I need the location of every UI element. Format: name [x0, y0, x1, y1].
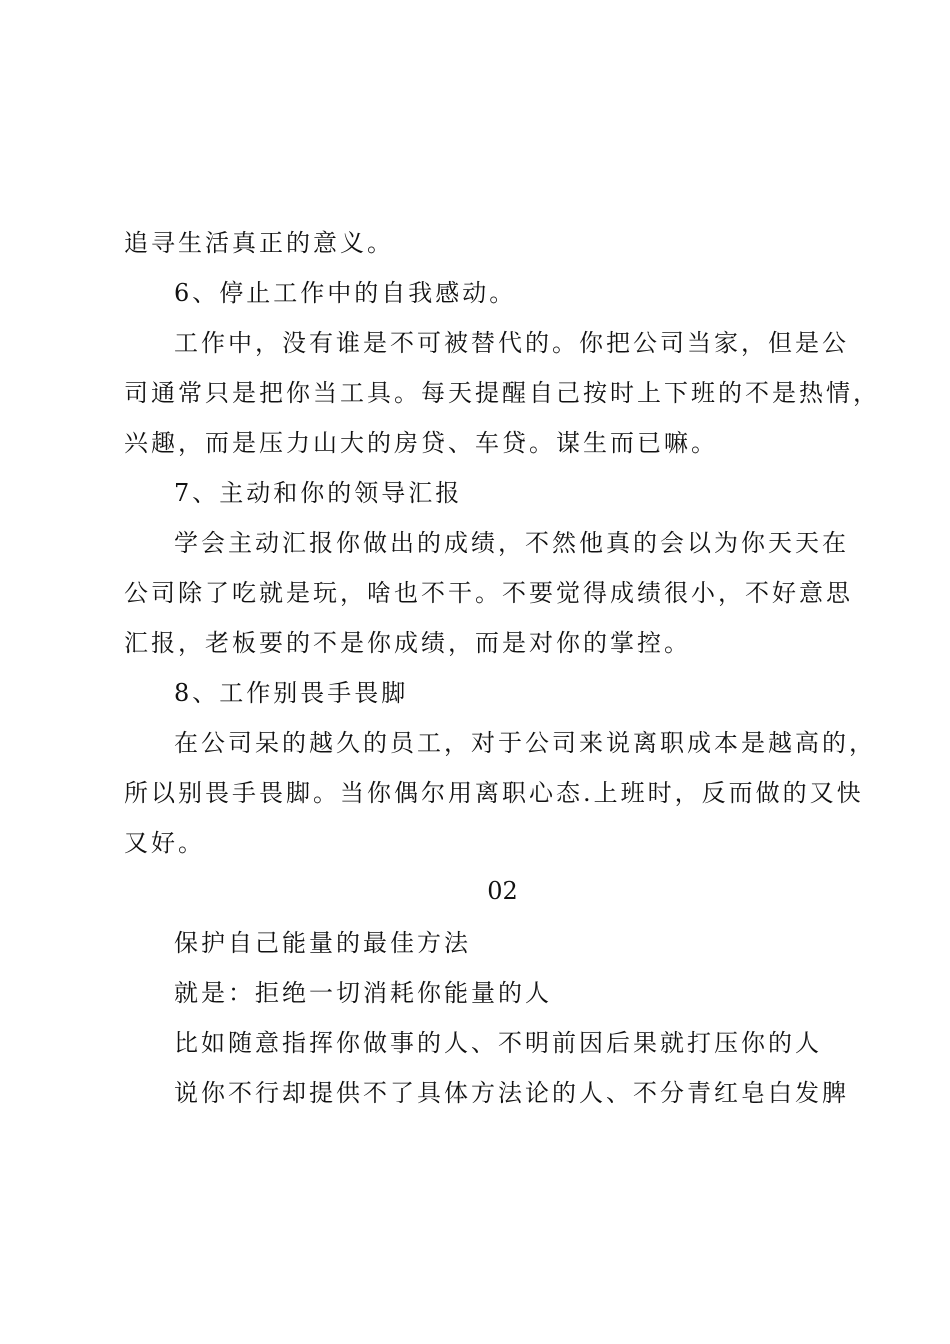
text-line: 工作中，没有谁是不可被替代的。你把公司当家，但是公	[174, 329, 849, 357]
text-line: 公司除了吃就是玩，啥也不干。不要觉得成绩很小，不好意思	[124, 579, 853, 607]
text-line: 兴趣，而是压力山大的房贷、车贷。谋生而已嘛。	[124, 429, 718, 457]
text-line: 就是：拒绝一切消耗你能量的人	[174, 979, 552, 1007]
section-number: 02	[487, 877, 518, 905]
text-line: 在公司呆的越久的员工，对于公司来说离职成本是越高的，	[174, 729, 876, 757]
text-line: 所以别畏手畏脚。当你偶尔用离职心态.上班时，反而做的又快	[124, 779, 864, 807]
text-line: 比如随意指挥你做事的人、不明前因后果就打压你的人	[174, 1029, 822, 1057]
text-line: 司通常只是把你当工具。每天提醒自己按时上下班的不是热情，	[124, 379, 880, 407]
text-line: 保护自己能量的最佳方法	[174, 929, 471, 957]
text-line: 又好。	[124, 829, 205, 857]
section-heading-6: 6、停止工作中的自我感动。	[174, 279, 517, 307]
text-line: 学会主动汇报你做出的成绩，不然他真的会以为你天天在	[174, 529, 849, 557]
text-line: 说你不行却提供不了具体方法论的人、不分青红皂白发脾	[174, 1079, 849, 1107]
section-heading-7: 7、主动和你的领导汇报	[174, 479, 463, 507]
text-line: 汇报，老板要的不是你成绩，而是对你的掌控。	[124, 629, 691, 657]
text-line: 追寻生活真正的意义。	[124, 229, 394, 257]
section-heading-8: 8、工作别畏手畏脚	[174, 679, 409, 707]
